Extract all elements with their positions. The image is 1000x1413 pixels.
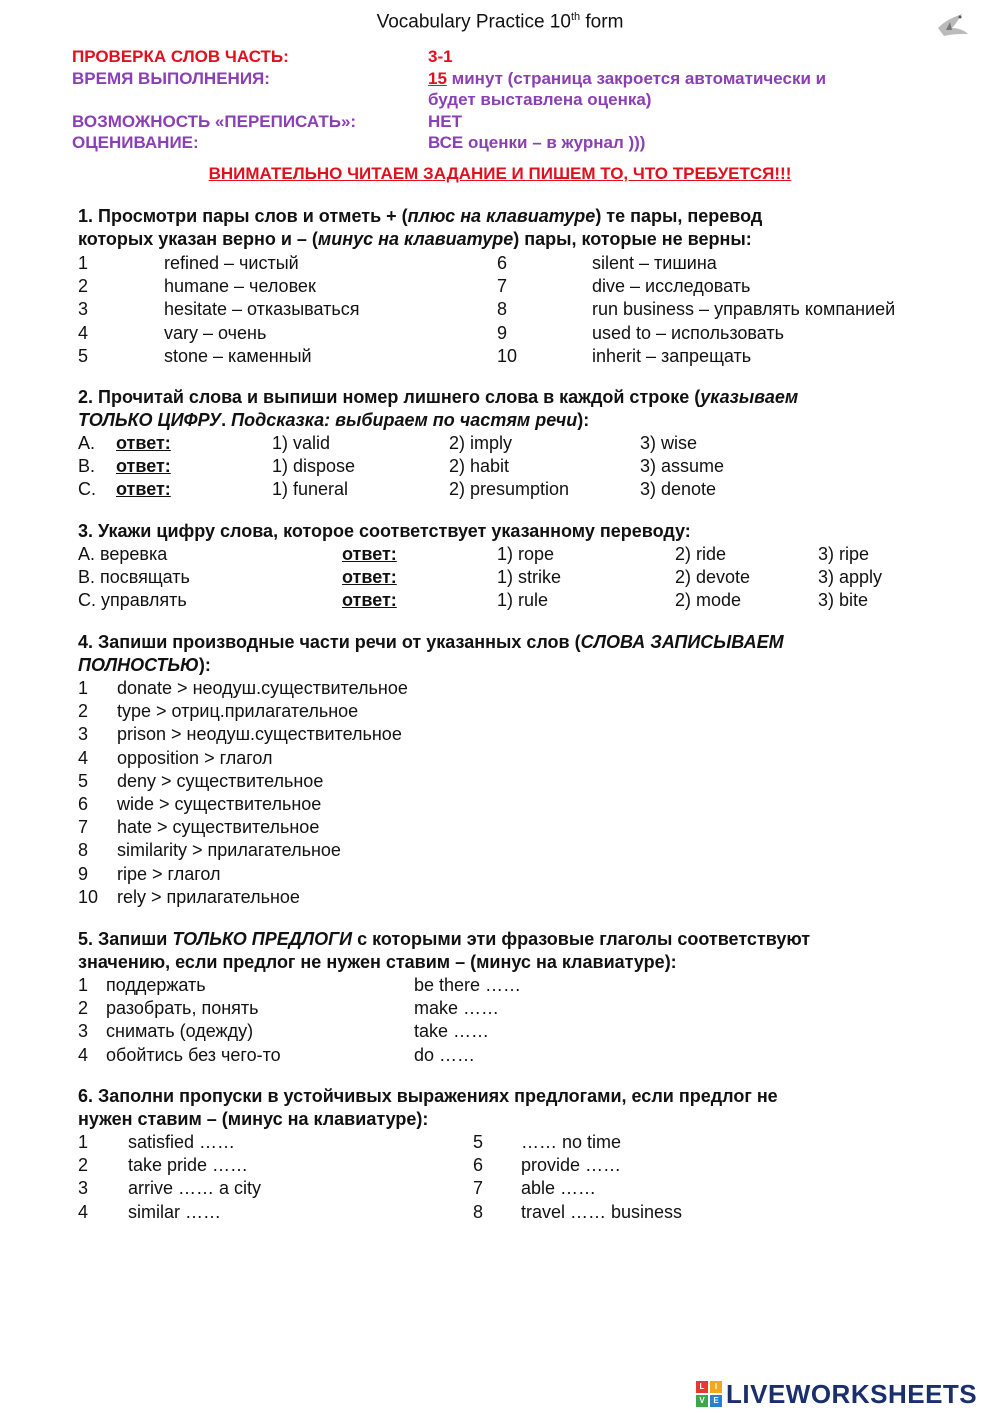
warning-banner: ВНИМАТЕЛЬНО ЧИТАЕМ ЗАДАНИЕ И ПИШЕМ ТО, ЧТО ТРЕБУЕТСЯ!!! [208, 164, 792, 183]
rewrite-value: НЕТ [428, 112, 462, 131]
s4-item-text: deny > существительное [117, 770, 324, 791]
time-value: 15 минут (страница закроется автоматически и [428, 69, 827, 88]
s5-heading-line2: значению, если предлог не нужен ставим – (минус на клавиатуре): [78, 952, 677, 972]
s1-item-pair: humane – человек [164, 276, 316, 297]
s3-option-1: 1) rope [497, 544, 555, 564]
s3-answer-label: ответ: [342, 590, 397, 611]
s4-item-number: 8 [78, 840, 89, 861]
s6-item-text: able …… [521, 1178, 597, 1199]
s4-item-number: 10 [78, 886, 99, 907]
s5-item-phrase: do …… [414, 1044, 476, 1065]
s2-option-1: 1) funeral [272, 479, 349, 500]
grading-value: ВСЕ оценки – в журнал ))) [428, 133, 646, 152]
s2-row-letter: A. [78, 433, 96, 453]
s4-item-number: 9 [78, 863, 89, 884]
s5-item-number: 2 [78, 998, 89, 1019]
s2-option-2: 2) imply [449, 433, 513, 453]
time-value-line2: будет выставлена оценка) [428, 90, 652, 109]
s2-option-2: 2) presumption [449, 479, 570, 500]
s1-item-number: 7 [497, 276, 508, 297]
s1-item-number: 3 [78, 299, 89, 320]
s6-item-number: 2 [78, 1155, 89, 1176]
s3-option-3: 3) apply [818, 567, 883, 588]
brand-text: LIVEWORKSHEETS [726, 1378, 978, 1409]
s5-item-number: 3 [78, 1021, 89, 1042]
s5-heading-line1: 5. Запиши ТОЛЬКО ПРЕДЛОГИ с которыми эти фразовые глаголы соответствуют [78, 929, 811, 949]
s1-item-number: 5 [78, 345, 89, 366]
s1-heading-line1: 1. Просмотри пары слов и отметь + (плюс на клавиатуре) те пары, перевод [78, 206, 763, 226]
s3-option-1: 1) strike [497, 567, 562, 588]
s3-heading: 3. Укажи цифру слова, которое соответствует указанному переводу: [78, 521, 691, 541]
s5-item-phrase: be there …… [414, 975, 522, 995]
s3-option-3: 3) bite [818, 590, 869, 611]
s1-item-number: 2 [78, 276, 89, 297]
s3-option-1: 1) rule [497, 590, 549, 611]
s1-item-number: 6 [497, 253, 508, 273]
s1-item-pair: dive – исследовать [592, 276, 751, 297]
s4-item-number: 1 [78, 678, 89, 698]
s2-answer-label: ответ: [116, 433, 171, 453]
s4-item-number: 7 [78, 817, 89, 838]
s1-item-pair: inherit – запрещать [592, 345, 752, 366]
s2-option-3: 3) denote [640, 479, 717, 500]
s5-item-meaning: разобрать, понять [106, 998, 259, 1019]
s6-item-text: provide …… [521, 1155, 622, 1176]
s4-item-number: 5 [78, 770, 89, 791]
s5-item-meaning: снимать (одежду) [106, 1021, 254, 1042]
s6-item-text: arrive …… a city [128, 1178, 262, 1199]
s5-item-meaning: поддержать [106, 975, 206, 995]
s1-item-pair: hesitate – отказываться [164, 299, 360, 320]
s3-option-2: 2) ride [675, 544, 727, 564]
s2-option-1: 1) dispose [272, 456, 356, 477]
s6-item-number: 3 [78, 1178, 89, 1199]
s2-option-2: 2) habit [449, 456, 510, 477]
s4-heading-line1: 4. Запиши производные части речи от указанных слов (СЛОВА ЗАПИСЫВАЕМ [78, 632, 784, 652]
s6-item-number: 1 [78, 1132, 89, 1152]
s3-option-3: 3) ripe [818, 544, 870, 564]
s6-item-number: 7 [473, 1178, 484, 1199]
s6-heading-line1: 6. Заполни пропуски в устойчивых выражениях предлогами, если предлог не [78, 1086, 778, 1106]
time-label: ВРЕМЯ ВЫПОЛНЕНИЯ: [72, 69, 270, 88]
s3-answer-label: ответ: [342, 544, 397, 564]
s6-item-number: 4 [78, 1201, 89, 1222]
s2-row-letter: C. [78, 479, 96, 500]
s4-item-number: 3 [78, 724, 89, 745]
liveworksheets-logo [696, 1379, 977, 1409]
s4-item-text: opposition > глагол [117, 747, 273, 768]
s3-answer-label: ответ: [342, 567, 397, 588]
s4-item-text: hate > существительное [117, 817, 320, 838]
s2-option-3: 3) wise [640, 433, 698, 453]
s1-heading-line2: которых указан верно и – (минус на клавиатуре) пары, которые не верны: [78, 229, 752, 249]
s6-item-text: take pride …… [128, 1155, 249, 1176]
s2-answer-label: ответ: [116, 479, 171, 500]
time-number: 15 [428, 69, 447, 88]
s1-item-number: 10 [497, 345, 518, 366]
s2-row-letter: B. [78, 456, 96, 477]
s1-item-pair: run business – управлять компанией [592, 299, 896, 320]
s1-item-pair: silent – тишина [592, 253, 717, 273]
s1-item-number: 9 [497, 322, 508, 343]
s5-item-number: 4 [78, 1044, 89, 1065]
s5-item-phrase: make …… [414, 998, 500, 1019]
s4-item-number: 6 [78, 794, 89, 814]
s4-item-number: 4 [78, 747, 89, 768]
s1-item-number: 8 [497, 299, 508, 320]
bird-logo-icon [932, 6, 972, 42]
s5-item-phrase: take …… [414, 1021, 490, 1042]
rewrite-label: ВОЗМОЖНОСТЬ «ПЕРЕПИСАТЬ»: [72, 112, 357, 131]
s2-answer-label: ответ: [116, 456, 171, 477]
grading-label: ОЦЕНИВАНИЕ: [72, 133, 199, 152]
s3-option-2: 2) devote [675, 567, 751, 588]
brand-box-icon: L I V E [696, 1381, 722, 1407]
s4-item-text: type > отриц.прилагательное [117, 701, 359, 722]
s3-word: C. управлять [78, 590, 187, 611]
check-label: ПРОВЕРКА СЛОВ ЧАСТЬ: [72, 47, 289, 66]
s2-option-1: 1) valid [272, 433, 331, 453]
s4-item-text: prison > неодуш.существительное [117, 724, 402, 745]
s6-item-text: satisfied …… [128, 1132, 236, 1152]
s2-option-3: 3) assume [640, 456, 725, 477]
s1-item-number: 1 [78, 253, 89, 273]
s6-item-text: travel …… business [521, 1201, 683, 1222]
s2-heading-line2: ТОЛЬКО ЦИФРУ. Подсказка: выбираем по частям речи): [78, 410, 590, 430]
s3-word: B. посвящать [78, 567, 190, 588]
s3-option-2: 2) mode [675, 590, 742, 611]
s6-item-number: 6 [473, 1155, 484, 1176]
s4-item-text: donate > неодуш.существительное [117, 678, 408, 698]
s1-item-pair: refined – чистый [164, 253, 299, 273]
check-value: 3-1 [428, 47, 453, 66]
s4-item-text: wide > существительное [117, 794, 322, 814]
s4-item-text: ripe > глагол [117, 863, 221, 884]
s6-item-text: similar …… [128, 1201, 221, 1222]
s6-heading-line2: нужен ставим – (минус на клавиатуре): [78, 1109, 429, 1129]
s4-item-text: similarity > прилагательное [117, 840, 341, 861]
s1-item-pair: vary – очень [164, 322, 267, 343]
s4-item-text: rely > прилагательное [117, 886, 300, 907]
s6-item-number: 5 [473, 1132, 484, 1152]
s2-heading-line1: 2. Прочитай слова и выпиши номер лишнего слова в каждой строке (указываем [78, 387, 799, 407]
page-title: Vocabulary Practice 10th form [376, 11, 624, 33]
s6-item-number: 8 [473, 1201, 484, 1222]
s1-item-pair: stone – каменный [164, 345, 312, 366]
s1-item-number: 4 [78, 322, 89, 343]
s5-item-meaning: обойтись без чего-то [106, 1044, 281, 1065]
s1-item-pair: used to – использовать [592, 322, 785, 343]
s5-item-number: 1 [78, 975, 89, 995]
s3-word: A. веревка [78, 544, 168, 564]
s4-item-number: 2 [78, 701, 89, 722]
s6-item-text: …… no time [521, 1132, 622, 1152]
s4-heading-line2: ПОЛНОСТЬЮ): [78, 655, 211, 675]
